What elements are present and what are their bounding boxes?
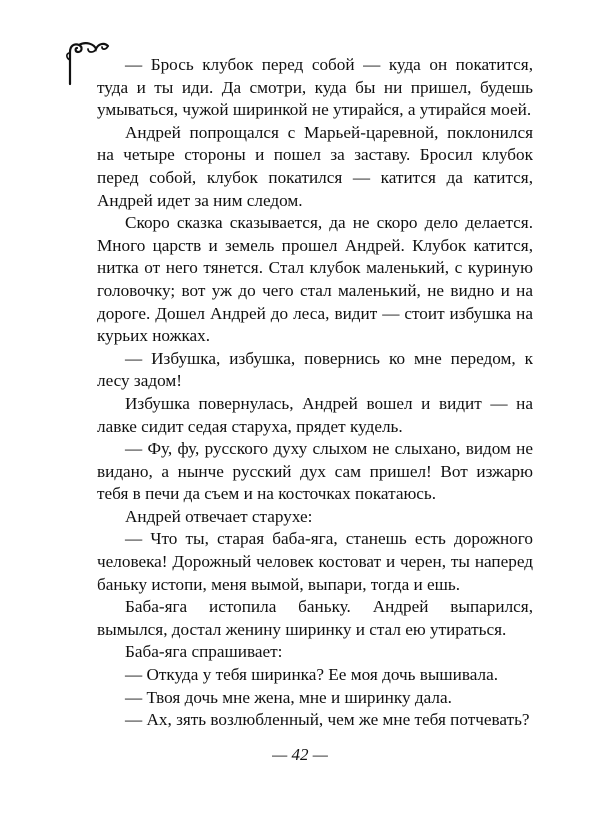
paragraph: Андрей попрощался с Марьей-царевной, поклонился на четыре стороны и пошел за заставу. Бросил клубок перед собой, клубок покатился — катится да катится, Андрей идет за ним следом. [97, 122, 533, 210]
paragraph: Баба-яга истопила баньку. Андрей выпарился, вымылся, достал женину ширинку и стал ею утираться. [97, 597, 533, 639]
paragraph: — Что ты, старая баба-яга, станешь есть дорожного человека! Дорожный человек костоват и черен, ты наперед баньку истопи, меня вымой, выпари, тогда и ешь. [97, 529, 533, 594]
paragraph: Андрей отвечает старухе: [125, 506, 313, 526]
paragraph: — Откуда у тебя ширинка? Ее моя дочь вышивала. [125, 665, 499, 685]
paragraph: — Избушка, избушка, повернись ко мне передом, к лесу задом! [97, 348, 533, 391]
paragraph: — Брось клубок перед собой — куда он покатится, туда и ты иди. Да смотри, куда бы ни пришел, будешь умываться, чужой ширинкой не утирайся, а утирайся моей. [97, 55, 533, 120]
page-number: — 42 — [272, 745, 328, 764]
paragraph: Избушка повернулась, Андрей вошел и видит — на лавке сидит седая старуха, прядет кудель. [97, 393, 533, 436]
paragraph: Баба-яга спрашивает: [125, 642, 283, 662]
paragraph: — Ах, зять возлюбленный, чем же мне тебя потчевать? [125, 710, 530, 730]
story-text [97, 54, 533, 732]
paragraph: Скоро сказка сказывается, да не скоро дело делается. Много царств и земель прошел Андрей. Клубок катится, нитка от него тянется. Стал клубок маленький, с куриную головочку; вот уж до чего стал маленький, не видно и на дороге. Дошел Андрей до леса, видит — стоит избушка на курьих ножках. [97, 213, 533, 346]
paragraph: — Фу, фу, русского духу слыхом не слыхано, видом не видано, а нынче русский дух сам пришел! Вот изжарю тебя в печи да съем и на косточках покатаюсь. [97, 439, 533, 504]
paragraph: — Твоя дочь мне жена, мне и ширинку дала. [125, 687, 452, 707]
